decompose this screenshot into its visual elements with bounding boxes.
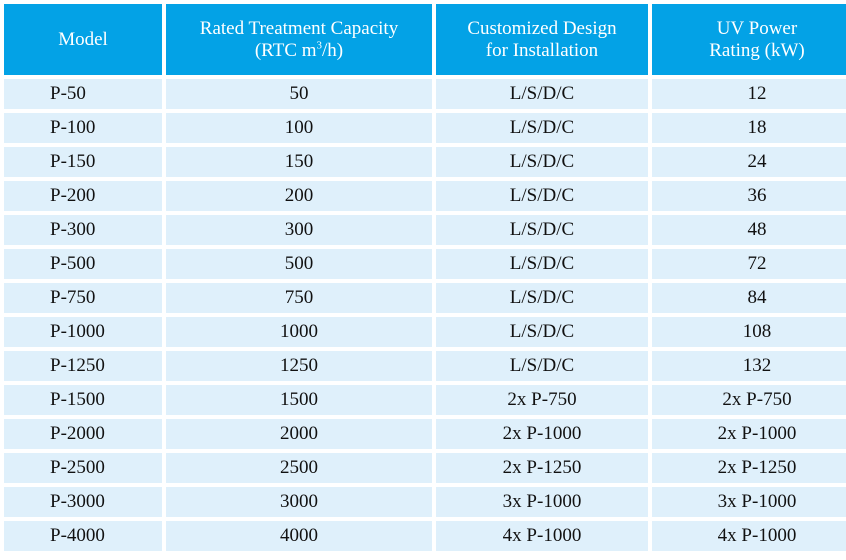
capacity-cell: 750 [166,283,432,313]
power-cell: 4x P-1000 [652,521,846,551]
capacity-cell: 50 [166,79,432,109]
power-cell: 72 [652,249,846,279]
header-capacity-line2-post: /h) [322,39,344,61]
table-row [4,79,846,109]
header-capacity-line1: Rated Treatment Capacity [199,17,399,39]
power-cell: 108 [652,317,846,347]
power-cell: 2x P-1000 [652,419,846,449]
power-cell: 3x P-1000 [652,487,846,517]
table-row [4,521,846,551]
design-cell: L/S/D/C [436,249,648,279]
power-cell: 36 [652,181,846,211]
header-design [436,4,648,75]
capacity-cell: 1250 [166,351,432,381]
design-cell: 2x P-1250 [436,453,648,483]
power-cell: 48 [652,215,846,245]
header-power-line2: Rating (kW) [709,39,805,61]
power-cell: 84 [652,283,846,313]
power-cell: 132 [652,351,846,381]
capacity-cell: 3000 [166,487,432,517]
model-cell: P-2000 [4,419,162,449]
table-row [4,385,846,415]
capacity-cell: 2500 [166,453,432,483]
header-capacity-line2-pre: (RTC m [254,39,317,61]
capacity-cell: 300 [166,215,432,245]
design-cell: 2x P-1000 [436,419,648,449]
header-row [4,4,846,75]
header-power-line1: UV Power [716,17,798,39]
capacity-cell: 100 [166,113,432,143]
header-model-label: Model [58,28,108,50]
power-cell: 2x P-1250 [652,453,846,483]
power-cell: 2x P-750 [652,385,846,415]
design-cell: 3x P-1000 [436,487,648,517]
capacity-cell: 150 [166,147,432,177]
table-row [4,351,846,381]
header-design-line2: for Installation [485,39,599,61]
table-row [4,181,846,211]
table-row [4,317,846,347]
capacity-cell: 1500 [166,385,432,415]
model-cell: P-1000 [4,317,162,347]
model-cell: P-500 [4,249,162,279]
table-row [4,453,846,483]
design-cell: L/S/D/C [436,317,648,347]
design-cell: L/S/D/C [436,215,648,245]
design-cell: L/S/D/C [436,79,648,109]
table-row [4,147,846,177]
model-cell: P-1500 [4,385,162,415]
power-cell: 24 [652,147,846,177]
design-cell: L/S/D/C [436,351,648,381]
table-body [4,79,846,551]
capacity-cell: 200 [166,181,432,211]
power-cell: 12 [652,79,846,109]
header-model [4,4,162,75]
design-cell: L/S/D/C [436,113,648,143]
header-capacity [166,4,432,75]
header-design-line1: Customized Design [467,17,617,39]
table-row [4,215,846,245]
design-cell: 2x P-750 [436,385,648,415]
table-row [4,487,846,517]
design-cell: L/S/D/C [436,181,648,211]
model-cell: P-2500 [4,453,162,483]
model-cell: P-200 [4,181,162,211]
model-cell: P-3000 [4,487,162,517]
capacity-cell: 2000 [166,419,432,449]
capacity-cell: 1000 [166,317,432,347]
model-cell: P-750 [4,283,162,313]
model-cell: P-1250 [4,351,162,381]
design-cell: L/S/D/C [436,283,648,313]
model-cell: P-4000 [4,521,162,551]
table-row [4,419,846,449]
model-cell: P-100 [4,113,162,143]
design-cell: L/S/D/C [436,147,648,177]
header-capacity-sup: 3 [316,39,323,52]
header-power [652,4,846,75]
table-row [4,113,846,143]
model-cell: P-50 [4,79,162,109]
table-row [4,283,846,313]
power-cell: 18 [652,113,846,143]
capacity-cell: 4000 [166,521,432,551]
capacity-cell: 500 [166,249,432,279]
design-cell: 4x P-1000 [436,521,648,551]
model-cell: P-150 [4,147,162,177]
model-cell: P-300 [4,215,162,245]
table-row [4,249,846,279]
